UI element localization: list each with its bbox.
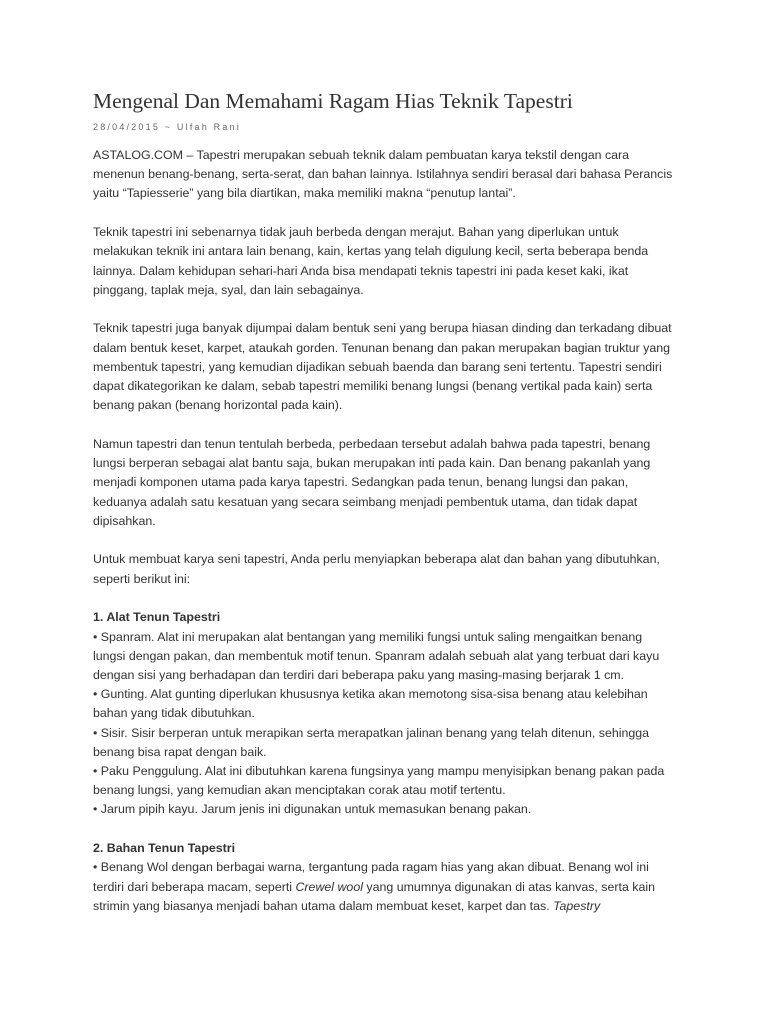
article-meta <box>93 121 676 133</box>
article-date: 28/04/2015 <box>93 122 161 132</box>
list-item: • Jarum pipih kayu. Jarum jenis ini digunakan untuk memasukan benang pakan. <box>93 802 532 817</box>
list-item: • Sisir. Sisir berperan untuk merapikan serta merapatkan jalinan benang yang telah ditenun, sehingga benang bisa rapat dengan baik. <box>93 725 650 759</box>
section-heading: 1. Alat Tenun Tapestri <box>93 610 221 625</box>
paragraph: Untuk membuat karya seni tapestri, Anda perlu menyiapkan beberapa alat dan bahan yang dibutuhkan, seperti berikut ini: <box>93 552 660 586</box>
section-alat-tenun <box>93 608 676 819</box>
list-item: • Paku Penggulung. Alat ini dibutuhkan karena fungsinya yang mampu menyisipkan benang pakan pada benang lungsi, yang kemudian akan menciptakan corak atau motif tertentu. <box>93 763 665 798</box>
list-item-text: yang umumnya digunakan di atas kanvas, serta kain strimin yang biasanya menjadi bahan utama dalam membuat keset, karpet dan tas. <box>93 879 656 913</box>
article <box>93 86 676 916</box>
meta-separator: ~ <box>164 122 173 132</box>
list-item-text: • Benang Wol dengan berbagai warna, tergantung pada ragam hias yang akan dibuat. Benang wol ini terdiri dari beberapa macam, seperti <box>93 860 649 894</box>
list-item: • Spanram. Alat ini merupakan alat bentangan yang memiliki fungsi untuk saling mengaitkan benang lungsi dengan pakan, dan membentuk motif tenun. Spanram adalah sebuah alat yang terbuat dari kayu dengan sisi yang berhadapan dan terdiri dari beberapa paku yang masing-masing berjarak 1 cm. <box>93 629 660 682</box>
section-bahan-tenun <box>93 839 676 916</box>
article-body <box>93 146 676 916</box>
article-title: Mengenal Dan Memahami Ragam Hias Teknik Tapestri <box>93 89 573 113</box>
list-item-emphasis: Tapestry <box>553 898 601 913</box>
list-item-emphasis: Crewel wool <box>295 879 363 894</box>
paragraph: Teknik tapestri juga banyak dijumpai dalam bentuk seni yang berupa hiasan dinding dan terkadang dibuat dalam bentuk keset, karpet, ataukah gorden. Tenunan benang dan pakan merupakan bagian truktur yang membentuk tapestri, yang kemudian dijadikan sebuah baenda dan barang seni tertentu. Tapestri sendiri dapat dikategorikan ke dalam, sebab tapestri memiliki benang lungsi (benang vertikal pada kain) serta benang pakan (benang horizontal pada kain). <box>93 321 672 413</box>
list-item <box>93 858 676 916</box>
article-author[interactable]: Ulfah Rani <box>176 122 241 132</box>
section-heading: 2. Bahan Tenun Tapestri <box>93 841 236 856</box>
paragraph-intro: ASTALOG.COM – Tapestri merupakan sebuah teknik dalam pembuatan karya tekstil dengan cara menenun benang-benang, serta-serat, dan bahan lainnya. Istilahnya sendiri berasal dari bahasa Perancis yaitu “Tapiesserie” yang bila diartikan, maka memiliki makna “penutup lantai”. <box>93 148 673 201</box>
list-item: • Gunting. Alat gunting diperlukan khususnya ketika akan memotong sisa-sisa benang atau kelebihan bahan yang tidak dibutuhkan. <box>93 687 648 721</box>
paragraph: Teknik tapestri ini sebenarnya tidak jauh berbeda dengan merajut. Bahan yang diperlukan untuk melakukan teknik ini antara lain benang, kain, kertas yang telah digulung kecil, serta beberapa benda lainnya. Dalam kehidupan sehari-hari Anda bisa mendapati teknis tapestri ini pada keset kaki, ikat pinggang, taplak meja, syal, dan lain sebagainya. <box>93 225 649 297</box>
paragraph: Namun tapestri dan tenun tentulah berbeda, perbedaan tersebut adalah bahwa pada tapestri, benang lungsi berperan sebagai alat bantu saja, bukan merupakan inti pada kain. Dan benang pakanlah yang menjadi komponen utama pada karya tapestri. Sedangkan pada tenun, benang lungsi dan pakan, keduanya adalah satu kesatuan yang secara seimbang menjadi pembentuk utama, dan tidak dapat dipisahkan. <box>93 436 651 528</box>
